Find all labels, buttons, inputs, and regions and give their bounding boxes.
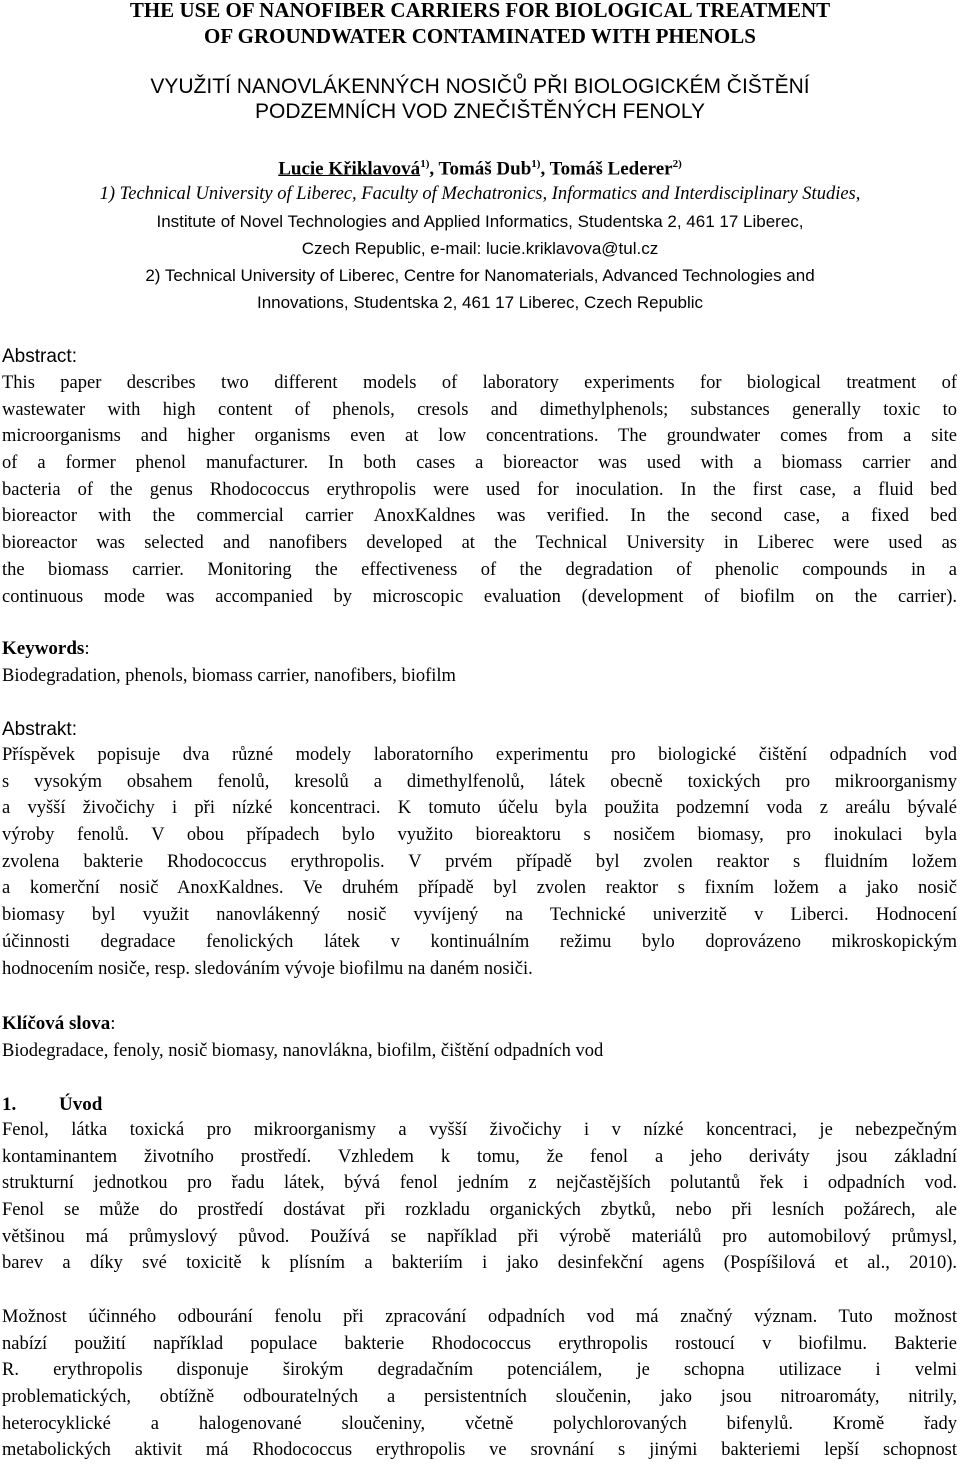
text-line: of a former phenol manufacturer. In both cases a bioreactor was used with a biomass carrier and [2,453,957,474]
text-line: kontaminantem životního prostředí. Vzhledem k tomu, že fenol a jeho deriváty jsou základní [2,1146,957,1167]
text-line: Možnost účinného odbourání fenolu při zpracování odpadních vod má značný význam. Tuto možnost [2,1307,957,1327]
section-title: Úvod [59,1094,103,1115]
text-line: microorganisms and higher organisms even at low concentrations. The groundwater comes from a site [2,426,957,447]
text-line: s vysokým obsahem fenolů, kresolů a dimethylfenolů, látek obecně toxických pro mikroorganismy [2,771,957,792]
text-line: většinou má průmyslový původ. Používá se například při výrobě materiálů pro automobilový průmysl, [2,1226,957,1247]
author-name: Tomáš Dub [438,158,532,180]
author-name: Tomáš Lederer [549,158,673,180]
title-line: THE USE OF NANOFIBER CARRIERS FOR BIOLOGICAL TREATMENT [129,0,831,22]
text-line: Biodegradace, fenoly, nosič biomasy, nanovlákna, biofilm, čištění odpadních vod [2,1041,604,1061]
klicova-slova-label: Klíčová slova [2,1013,111,1034]
abstract-body [2,370,957,610]
abstract-heading: Abstract: [2,346,77,367]
title-english [0,0,960,49]
author-name: Lucie Křiklavová [278,158,421,180]
keywords-heading [2,637,90,661]
title-line: OF GROUNDWATER CONTAMINATED WITH PHENOLS [204,24,756,48]
uvod-paragraph-1 [2,1117,957,1277]
text-line: strukturní jednotkou pro řadu látek, bývá fenol jedním z nejčastějších polutantů řek i odpadních vod. [2,1173,957,1194]
keywords-label: Keywords [2,638,85,659]
author-separator: , [429,158,439,180]
title-line: PODZEMNÍCH VOD ZNEČIŠTĚNÝCH FENOLY [255,100,705,123]
keywords-text [2,663,957,690]
affiliations [0,181,960,316]
text-line: the biomass carrier. Monitoring the effectiveness of the degradation of phenolic compounds in a [2,559,957,580]
text-line: continuous mode was accompanied by microscopic evaluation (development of biofilm on the carrier). [2,586,957,607]
keywords-colon: : [84,638,90,659]
text-line: heterocyklické a halogenované sloučeniny, včetně polychlorovaných bifenylů. Kromě řady [2,1413,957,1434]
text-line: bacteria of the genus Rhodococcus erythropolis were used for inoculation. In the first case, a fluid bed [2,479,957,500]
text-line: This paper describes two different models of laboratory experiments for biological treatment of [2,373,957,393]
text-line: R. erythropolis disponuje širokým degradačním potenciálem, je schopna utilizace i velmi [2,1360,957,1381]
author-separator: , [540,158,550,180]
affiliation-line: 1) Technical University of Liberec, Faculty of Mechatronics, Informatics and Interdisciplinary Studies, [99,184,861,204]
affiliation-line: Innovations, Studentska 2, 461 17 Liberec, Czech Republic [256,293,704,312]
abstrakt-body [2,742,957,982]
klicova-slova-heading [2,1012,115,1036]
affiliation-line: Czech Republic, e-mail: lucie.kriklavova@tul.cz [301,239,659,258]
text-line: problematických, obtížně odbouratelných a persistentních sloučenin, jako jsou nitroaromáty, nitrily, [2,1387,957,1408]
author-affiliation-mark: 1) [531,158,541,170]
author-list [0,152,960,181]
text-line: výroby fenolů. V obou případech bylo využito bioreaktoru s nosičem biomasy, pro inokulaci byla [2,825,957,846]
author-affiliation-mark: 1) [420,158,430,170]
affiliation-line: Institute of Novel Technologies and Applied Informatics, Studentska 2, 461 17 Liberec, [156,212,804,231]
text-line: metabolických aktivit má Rhodococcus erythropolis ve srovnání s jinými bakteriemi lepší schopnost [2,1440,957,1461]
text-line: a komerční nosič AnoxKaldnes. Ve druhém případě byl zvolen reaktor s fixním ložem a jako nosič [2,878,957,899]
author-affiliation-mark: 2) [672,158,682,170]
text-line: a vyšší živočichy i při nízké koncentraci. K tomuto účelu byla použita podzemní voda z areálu bývalé [2,798,957,819]
affiliation-line: 2) Technical University of Liberec, Centre for Nanomaterials, Advanced Technologies and [145,266,815,285]
abstrakt-heading: Abstrakt: [2,719,77,740]
text-line: hodnocením nosiče, resp. sledováním vývoje biofilmu na daném nosiči. [2,958,533,979]
text-line: Příspěvek popisuje dva různé modely laboratorního experimentu pro biologické čištění odpadních vod [2,745,957,765]
title-line: VYUŽITÍ NANOVLÁKENNÝCH NOSIČŮ PŘI BIOLOGICKÉM ČIŠTĚNÍ [150,75,810,98]
text-line: zvolena bakterie Rhodococcus erythropolis. V prvém případě byl zvolen reaktor s fluidním ložem [2,851,957,872]
text-line: Fenol, látka toxická pro mikroorganismy a vyšší živočichy i v nízké koncentraci, je nebezpečným [2,1120,957,1140]
klicova-slova-text [2,1038,957,1065]
uvod-paragraph-2 [2,1304,957,1464]
text-line: wastewater with high content of phenols, cresols and dimethylphenols; substances generally toxic to [2,399,957,420]
text-line: nabízí použití například populace bakterie Rhodococcus erythropolis rostoucí v biofilmu. Bakterie [2,1333,957,1354]
text-line: barev a díky své toxicitě k plísním a bakteriím i jako desinfekční agens (Pospíšilová et al., 2010). [2,1253,957,1274]
text-line: bioreactor with the commercial carrier AnoxKaldnes was verified. In the second case, a fixed bed [2,506,957,527]
section-number: 1. [2,1094,17,1115]
section-heading-uvod [2,1093,102,1117]
text-line: Biodegradation, phenols, biomass carrier, nanofibers, biofilm [2,666,456,686]
title-czech [0,74,960,124]
text-line: bioreactor was selected and nanofibers developed at the Technical University in Liberec were used as [2,533,957,554]
text-line: Fenol se může do prostředí dostávat při rozkladu organických zbytků, nebo při lesních požárech, ale [2,1200,957,1221]
klicova-slova-colon: : [110,1013,116,1034]
text-line: biomasy byl využit nanovlákenný nosič vyvíjený na Technické univerzitě v Liberci. Hodnocení [2,905,957,926]
text-line: účinnosti degradace fenolických látek v kontinuálním režimu bylo doprovázeno mikroskopickým [2,931,957,952]
